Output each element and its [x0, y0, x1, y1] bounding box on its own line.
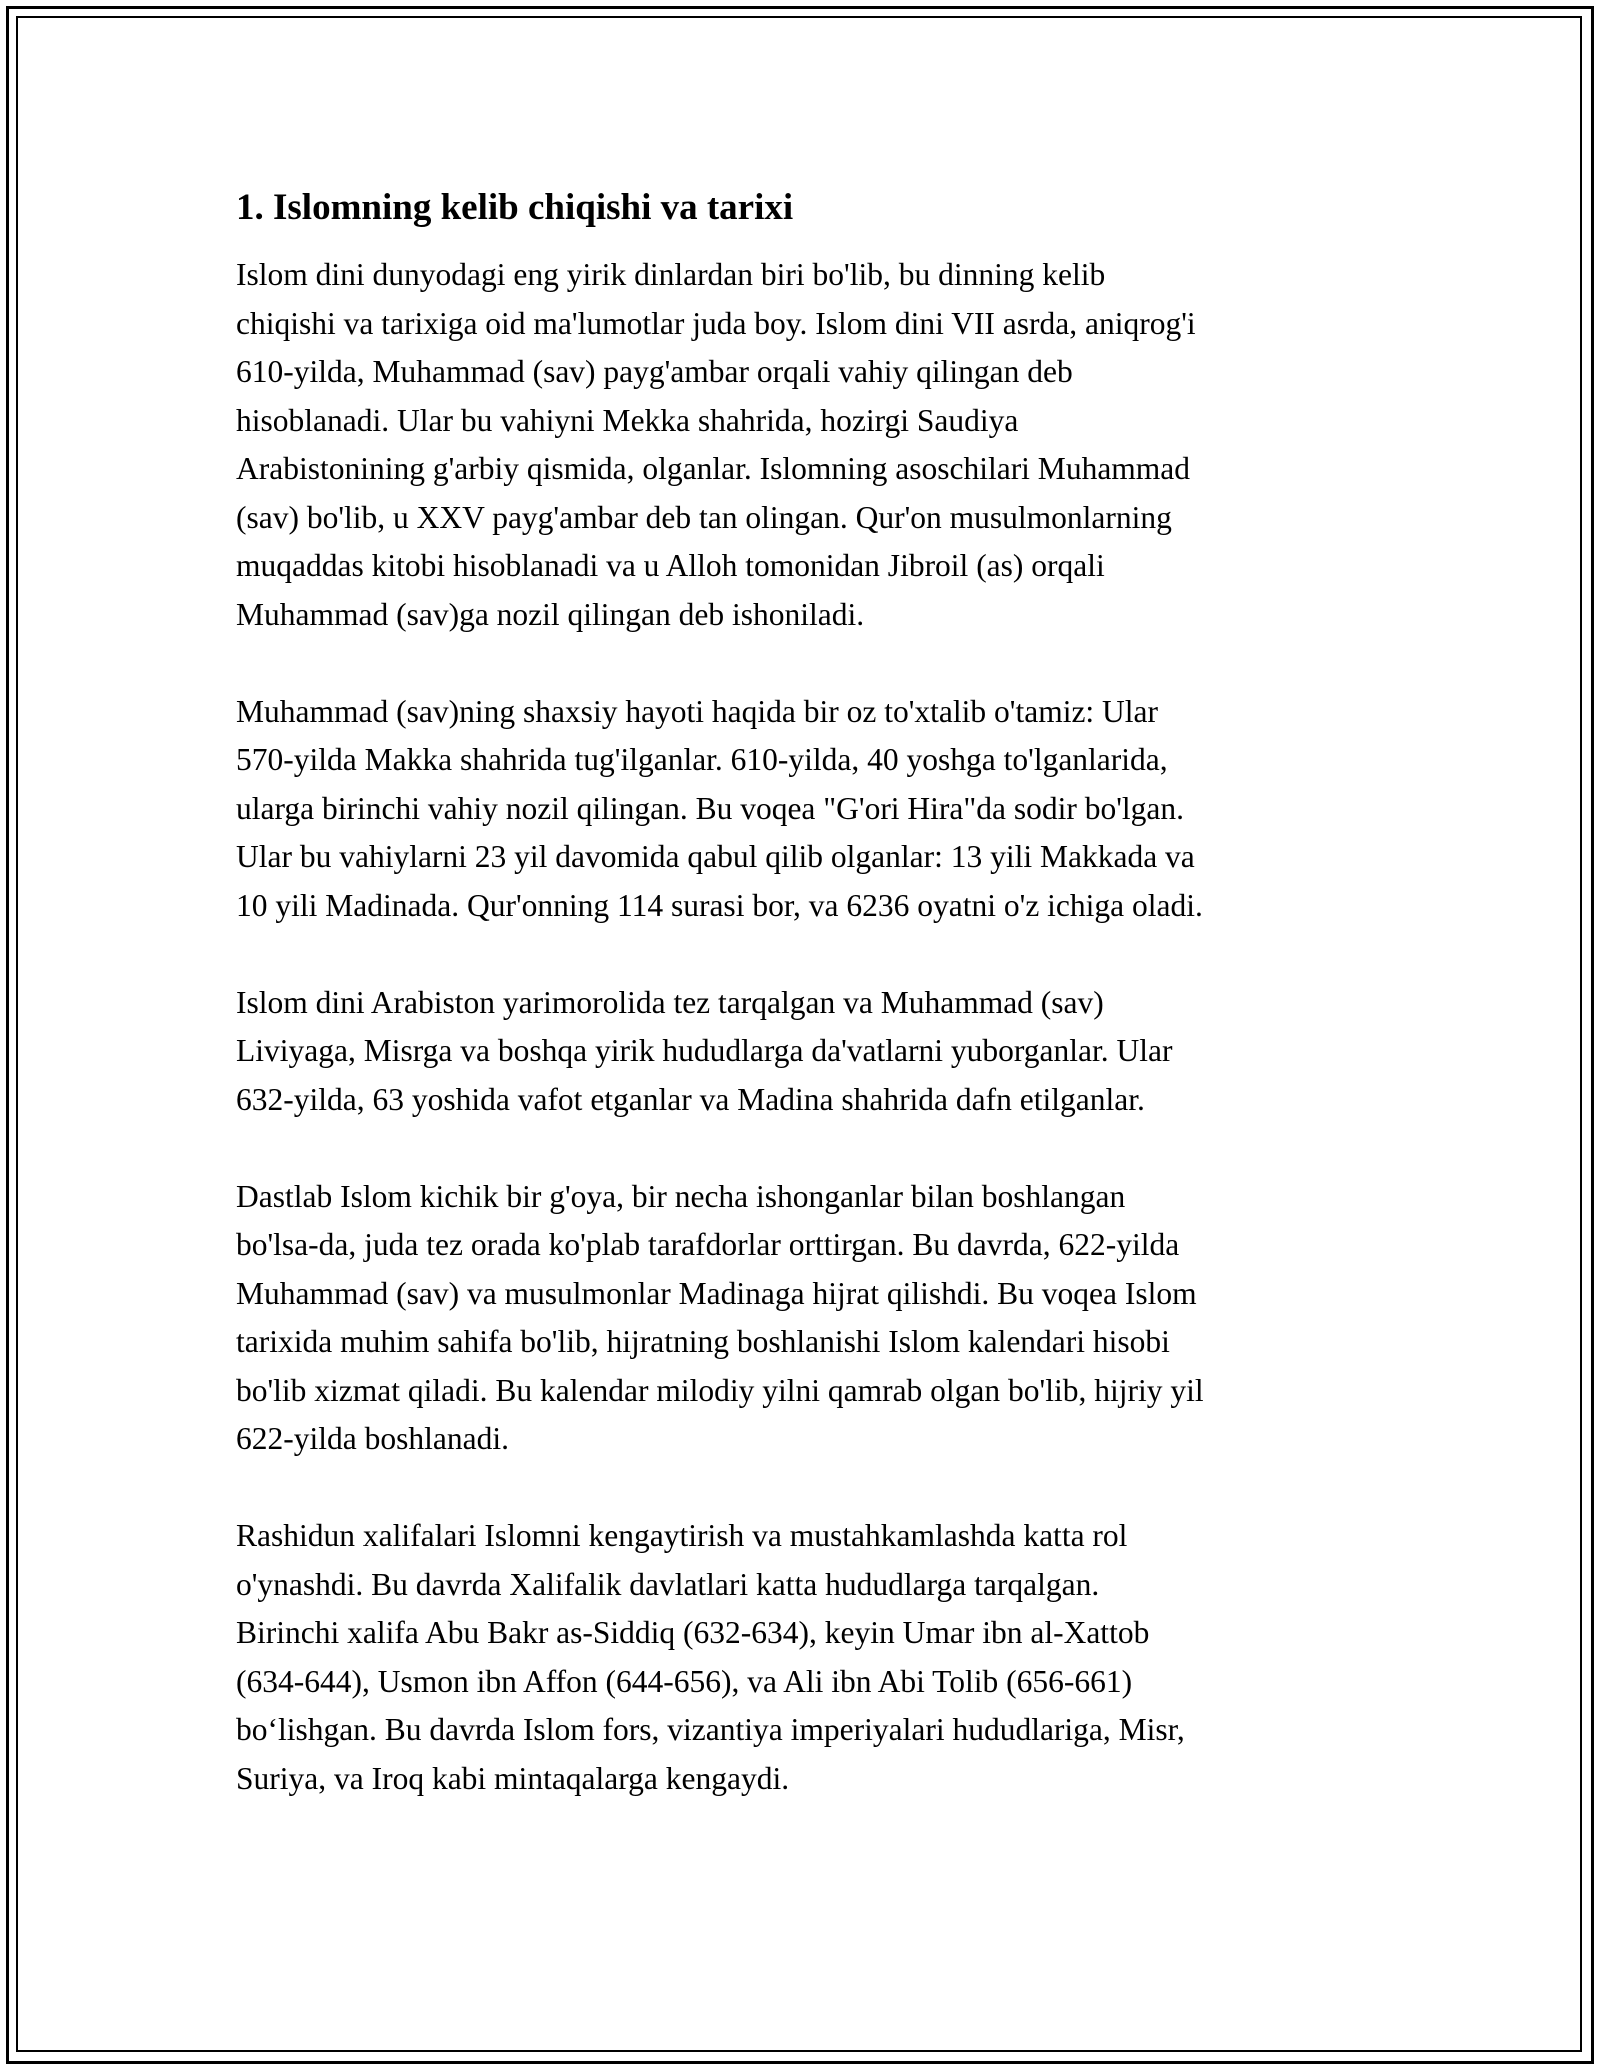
paragraph-prophet-life: Muhammad (sav)ning shaxsiy hayoti haqida bir oz to'xtalib o'tamiz: Ular 570-yilda Makka shahrida tug'ilganlar. 610-yilda, 40 yoshga to'lganlarida, ularga birinchi vahiy nozil qilingan. Bu voqea "G'ori Hira"da sodir bo'lgan. Ular bu vahiylarni 23 yil davomida qabul qilib olganlar: 13 yili Makkada va 10 yili Madinada. Qur'onning 114 surasi bor, va 6236 oyatni o'z ichiga oladi. [236, 693, 1203, 923]
paragraph-origins: Islom dini dunyodagi eng yirik dinlardan biri bo'lib, bu dinning kelib chiqishi va tarixiga oid ma'lumotlar juda boy. Islom dini VII asrda, aniqrog'i 610-yilda, Muhammad (sav) payg'ambar orqali vahiy qilingan deb hisoblanadi. Ular bu vahiyni Mekka shahrida, hozirgi Saudiya Arabistonining g'arbiy qismida, olganlar. Islomning asoschilari Muhammad (sav) bo'lib, u XXV payg'ambar deb tan olingan. Qur'on musulmonlarning muqaddas kitobi hisoblanadi va u Alloh tomonidan Jibroil (as) orqali Muhammad (sav)ga nozil qilingan deb ishoniladi. [236, 257, 1196, 632]
document-body [236, 185, 1376, 1852]
paragraph-spread: Islom dini Arabiston yarimorolida tez tarqalgan va Muhammad (sav) Liviyaga, Misrga va boshqa yirik hududlarga da'vatlarni yuborganlar. Ular 632-yilda, 63 yoshida vafot etganlar va Madina shahrida dafn etilganlar. [236, 984, 1173, 1117]
section-heading: 1. Islomning kelib chiqishi va tarixi [236, 187, 794, 228]
paragraph-hijra: Dastlab Islom kichik bir g'oya, bir necha ishonganlar bilan boshlangan bo'lsa-da, juda tez orada ko'plab tarafdorlar orttirgan. Bu davrda, 622-yilda Muhammad (sav) va musulmonlar Madinaga hijrat qilishdi. Bu voqea Islom tarixida muhim sahifa bo'lib, hijratning boshlanishi Islom kalendari hisobi bo'lib xizmat qiladi. Bu kalendar milodiy yilni qamrab olgan bo'lib, hijriy yil 622-yilda boshlanadi. [236, 1178, 1204, 1456]
paragraph-rashidun: Rashidun xalifalari Islomni kengaytirish va mustahkamlashda katta rol o'ynashdi. Bu davrda Xalifalik davlatlari katta hududlarga tarqalgan. Birinchi xalifa Abu Bakr as-Siddiq (632-634), keyin Umar ibn al-Xattob (634-644), Usmon ibn Affon (644-656), va Ali ibn Abi Tolib (656-661) bo‘lishgan. Bu davrda Islom fors, vizantiya imperiyalari hududlariga, Misr, Suriya, va Iroq kabi mintaqalarga kengaydi. [236, 1518, 1185, 1796]
